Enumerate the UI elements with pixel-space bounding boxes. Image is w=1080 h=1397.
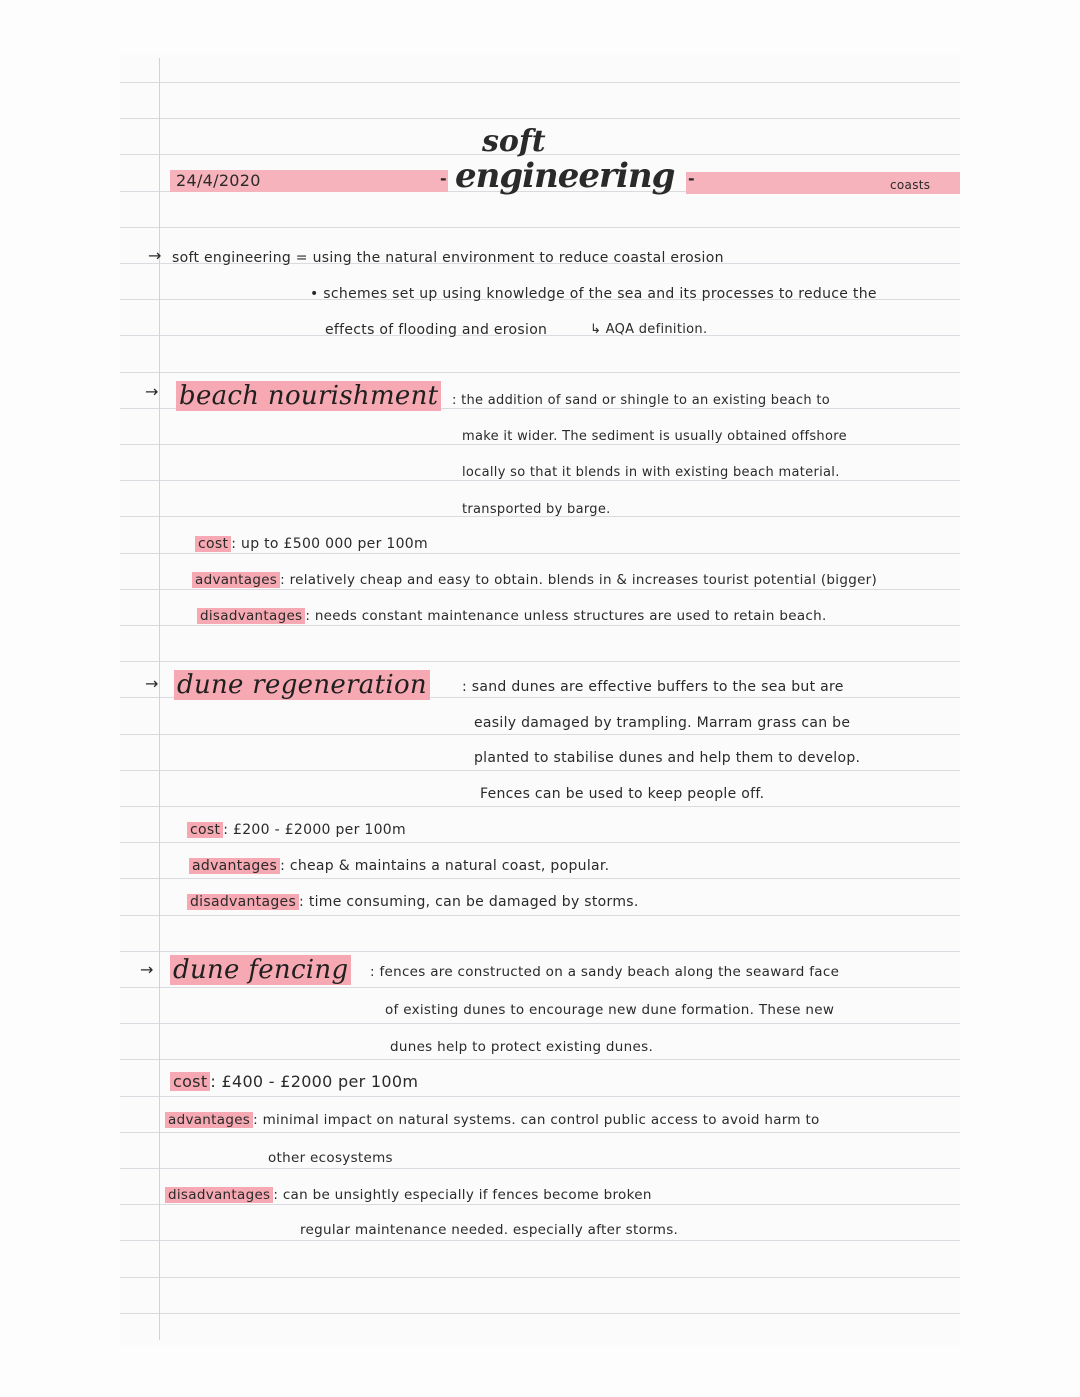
disadvantages-text: : can be unsightly especially if fences become broken [273,1187,652,1203]
definition-line: • schemes set up using knowledge of the sea and its processes to reduce the [310,286,877,302]
ruled-line [120,1168,960,1169]
ruled-line [120,734,960,735]
advantages-label: advantages [189,858,280,874]
cost-value: : £200 - £2000 per 100m [223,822,406,838]
definition-line: soft engineering = using the natural environment to reduce coastal erosion [172,250,724,266]
topic-label: coasts [890,178,931,192]
ruled-line [120,82,960,83]
section-heading: dune fencing [170,955,351,985]
ruled-line [120,915,960,916]
disadvantages-label: disadvantages [165,1187,273,1203]
ruled-line [120,1313,960,1314]
ruled-line [120,553,960,554]
title-dash-left: - [440,169,447,188]
section-desc: planted to stabilise dunes and help them to develop. [474,750,861,766]
aqa-note: ↳ AQA definition. [590,322,708,337]
ruled-line [120,1277,960,1278]
date: 24/4/2020 [176,171,261,190]
page-title-line2: engineering [455,156,675,196]
ruled-line [120,1096,960,1097]
ruled-line [120,1023,960,1024]
disadvantages-label: disadvantages [187,894,299,910]
ruled-line [120,1204,960,1205]
ruled-line [120,770,960,771]
ruled-line [120,842,960,843]
arrow-icon: → [148,246,162,265]
ruled-line [120,1059,960,1060]
ruled-line [120,806,960,807]
arrow-icon: → [145,382,159,401]
arrow-icon: → [140,960,154,979]
section-desc: of existing dunes to encourage new dune formation. These new [385,1002,835,1018]
disadvantages-label: disadvantages [197,608,305,624]
advantages-label: advantages [192,572,280,588]
cost-value: : £400 - £2000 per 100m [210,1072,419,1091]
disadvantages-text: : needs constant maintenance unless structures are used to retain beach. [305,608,827,624]
section-desc: : sand dunes are effective buffers to the sea but are [462,679,844,695]
ruled-line [120,227,960,228]
page-title-line1: soft [482,124,546,159]
arrow-icon: → [145,674,159,693]
disadvantages-text: : time consuming, can be damaged by storms. [299,894,639,910]
ruled-line [120,1240,960,1241]
ruled-line [120,118,960,119]
ruled-line [120,987,960,988]
section-desc: dunes help to protect existing dunes. [390,1039,654,1055]
advantages-text: : cheap & maintains a natural coast, popular. [280,858,610,874]
cost-label: cost [187,822,223,838]
title-dash-right: - [688,169,695,188]
advantages-text: : minimal impact on natural systems. can control public access to avoid harm to [253,1112,820,1128]
disadvantages-text: regular maintenance needed. especially after storms. [300,1222,679,1238]
cost-label: cost [170,1072,210,1091]
ruled-line [120,951,960,952]
advantages-label: advantages [165,1112,253,1128]
section-desc: make it wider. The sediment is usually obtained offshore [462,429,847,444]
section-desc: : fences are constructed on a sandy beach along the seaward face [370,964,840,980]
advantages-text: : relatively cheap and easy to obtain. blends in & increases tourist potential (bigger) [280,572,878,588]
section-desc: locally so that it blends in with existing beach material. [462,465,840,480]
ruled-line [120,1132,960,1133]
ruled-line [120,589,960,590]
advantages-text: other ecosystems [268,1150,393,1166]
definition-line: effects of flooding and erosion [325,322,548,338]
section-desc: easily damaged by trampling. Marram grass can be [474,715,851,731]
ruled-line [120,372,960,373]
section-heading: beach nourishment [176,381,441,411]
section-heading: dune regeneration [174,670,430,700]
section-desc: : the addition of sand or shingle to an existing beach to [452,393,830,408]
section-desc: Fences can be used to keep people off. [480,786,765,802]
section-desc: transported by barge. [462,502,611,517]
cost-value: : up to £500 000 per 100m [231,536,428,552]
ruled-line [120,625,960,626]
ruled-line [120,661,960,662]
ruled-line [120,878,960,879]
cost-label: cost [195,536,231,552]
